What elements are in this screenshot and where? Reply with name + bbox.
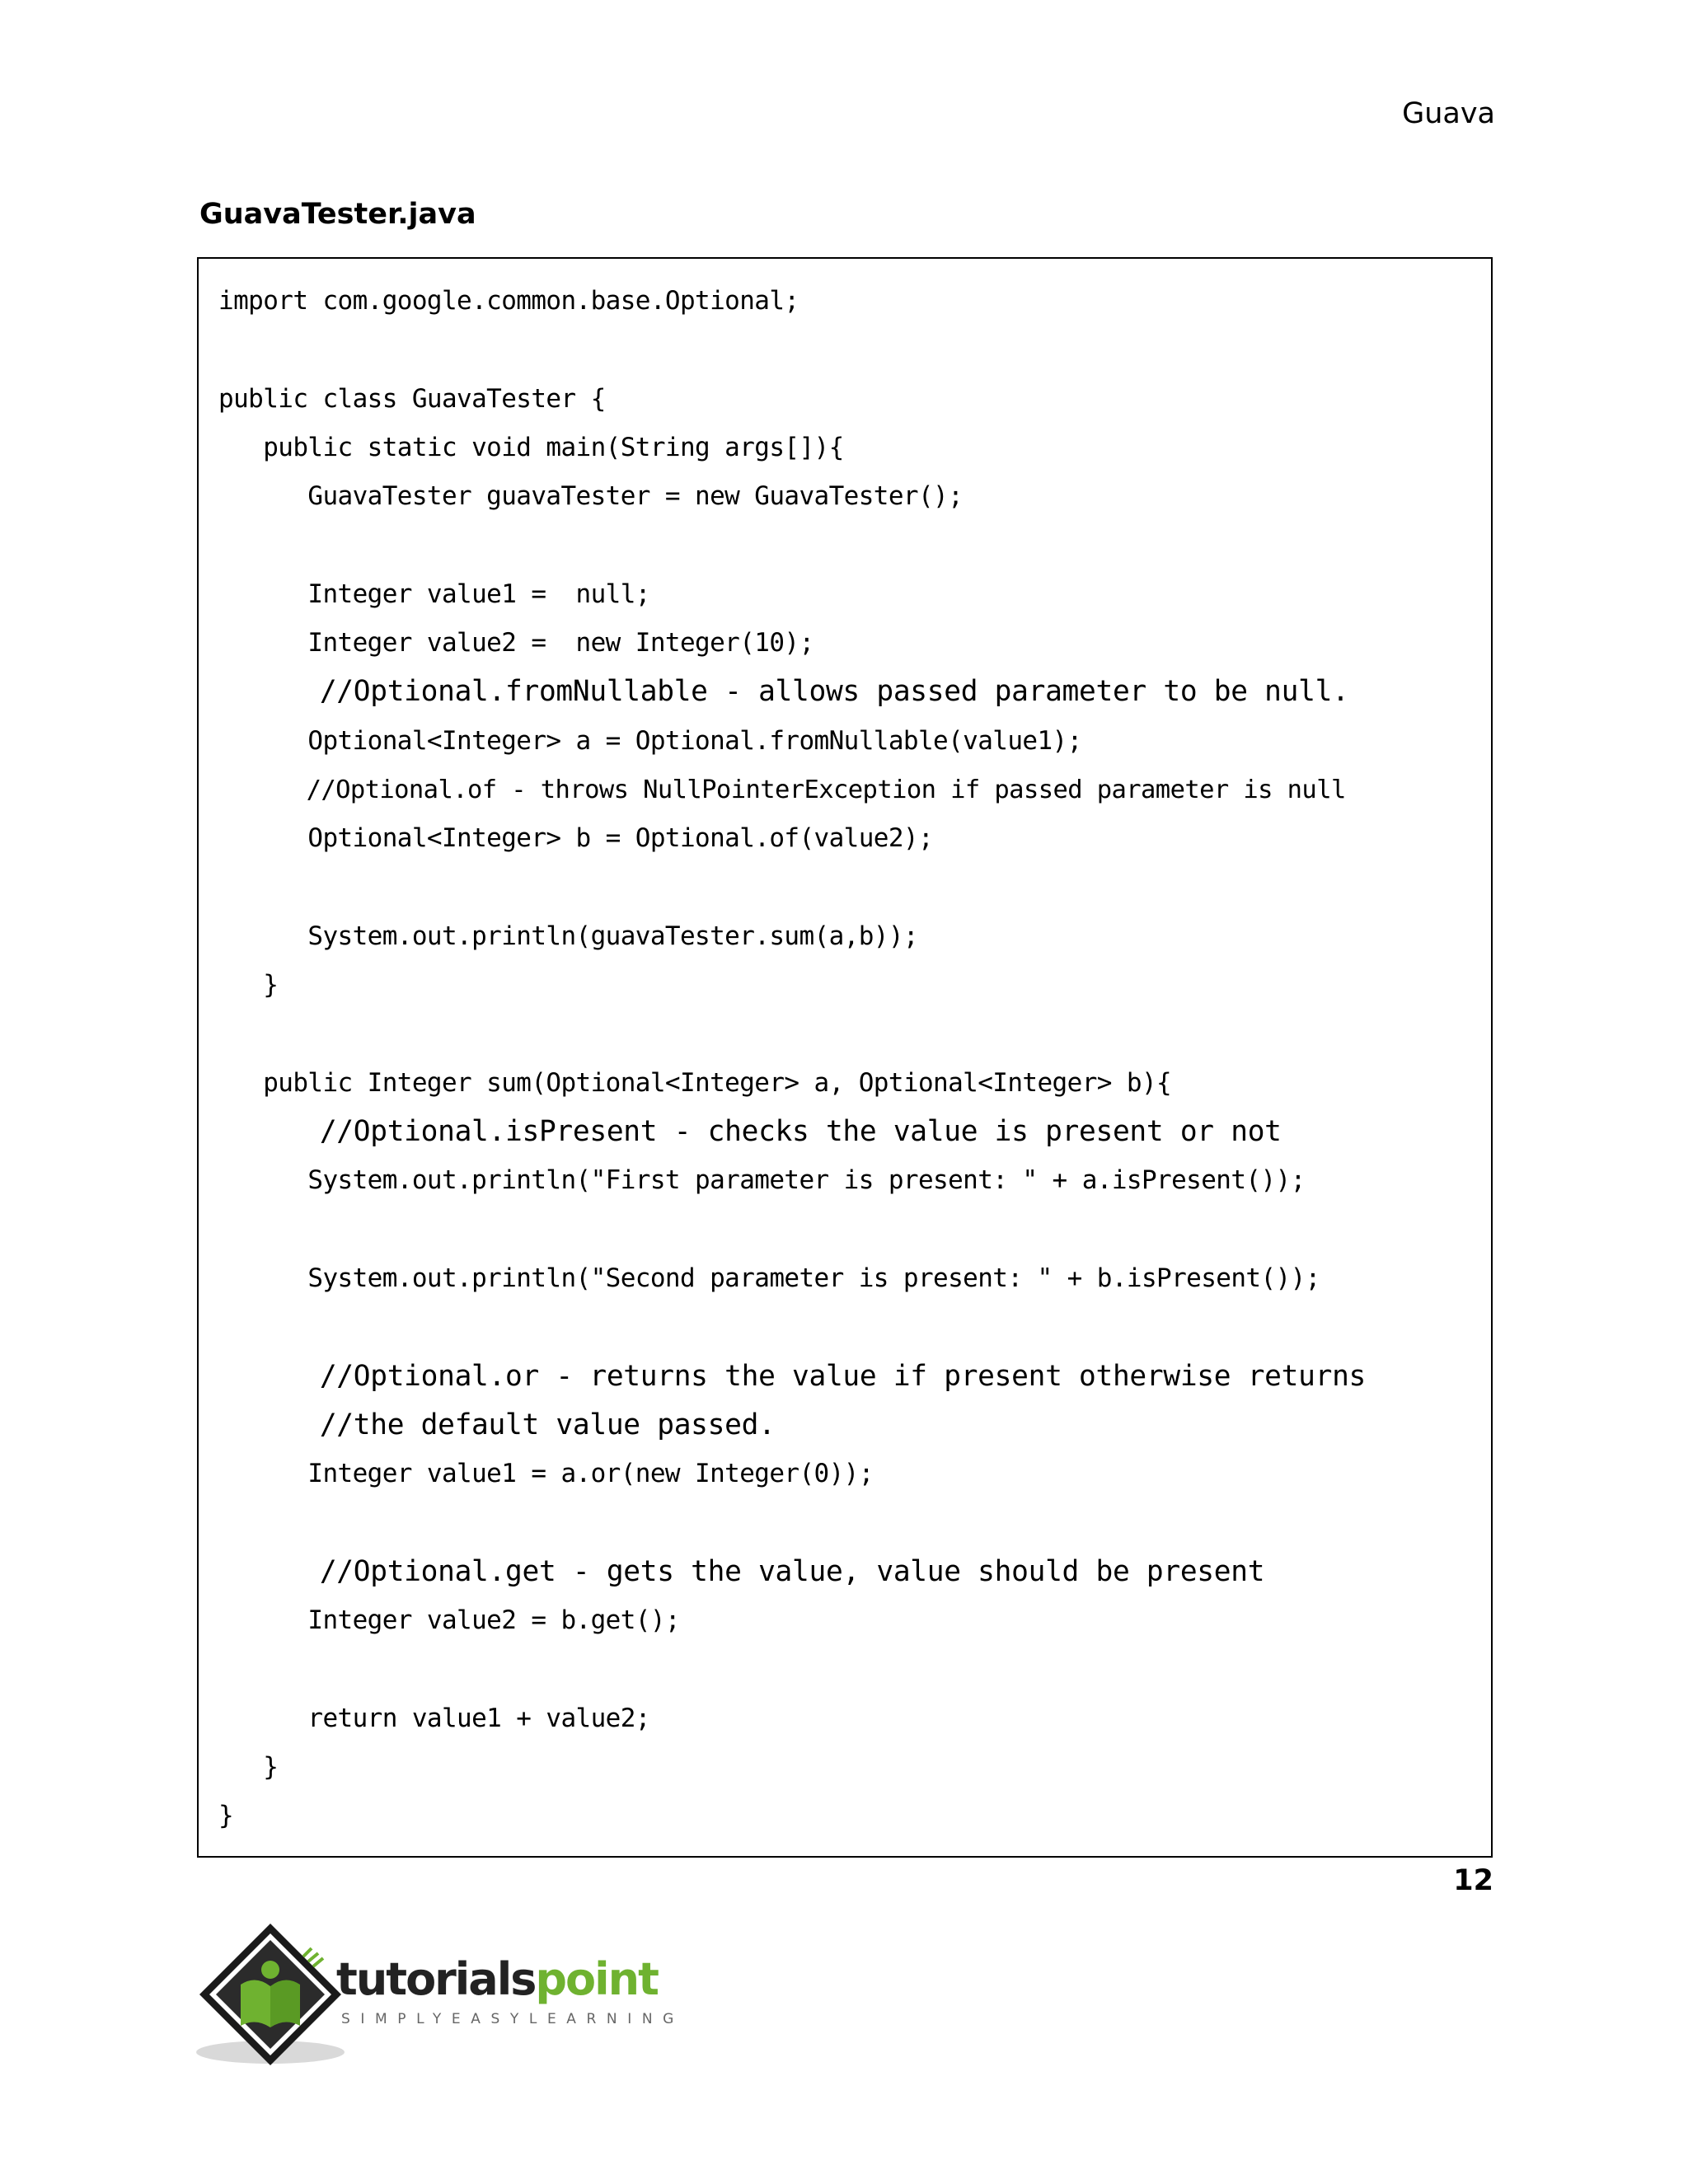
logo-word-accent: point [535, 1953, 658, 2005]
running-header-title: Guava [1402, 97, 1495, 130]
page-number: 12 [1453, 1864, 1493, 1897]
code-line [218, 1010, 1366, 1058]
code-line [218, 864, 1366, 912]
code-line: public Integer sum(Optional<Integer> a, Optional<Integer> b){ [218, 1067, 1172, 1098]
code-comment-line: //the default value passed. [218, 1408, 776, 1441]
code-line: System.out.println(guavaTester.sum(a,b)); [218, 921, 918, 951]
code-line: public static void main(String args[]){ [218, 432, 844, 462]
logo-tagline: SIMPLYEASYLEARNING [341, 2011, 684, 2027]
code-line [218, 521, 1366, 569]
code-file-title: GuavaTester.java [199, 198, 476, 231]
code-line: Optional<Integer> b = Optional.of(value2); [218, 823, 934, 854]
code-line: GuavaTester guavaTester = new GuavaTester(); [218, 481, 964, 512]
code-comment-line: //Optional.isPresent - checks the value is present or not [218, 1115, 1282, 1149]
logo-word-primary: tutorials [336, 1953, 536, 2005]
code-line: import com.google.common.base.Optional; [218, 286, 799, 316]
code-line [218, 1303, 1366, 1352]
code-line: public class GuavaTester { [218, 383, 606, 414]
logo-wordmark [336, 1955, 658, 2004]
code-line [218, 1206, 1366, 1254]
code-line: Optional<Integer> a = Optional.fromNullable(value1); [218, 725, 1082, 756]
code-line: return value1 + value2; [218, 1703, 650, 1733]
code-line: Integer value1 = a.or(new Integer(0)); [218, 1459, 874, 1489]
code-line: Integer value2 = new Integer(10); [218, 628, 814, 658]
code-line [218, 1498, 1366, 1547]
code-line: System.out.println("Second parameter is present: " + b.isPresent()); [218, 1263, 1320, 1293]
code-comment-line: //Optional.get - gets the value, value should be present [218, 1554, 1265, 1588]
code-line [218, 326, 1366, 374]
code-comment-line: //Optional.or - returns the value if present otherwise returns [218, 1359, 1367, 1393]
tutorialspoint-logo [195, 1920, 689, 2069]
code-line: } [218, 1751, 279, 1782]
code-line: Integer value2 = b.get(); [218, 1605, 680, 1636]
code-line: System.out.println("First parameter is present: " + a.isPresent()); [218, 1165, 1306, 1196]
code-lines [218, 277, 1366, 1841]
code-line: } [218, 1801, 234, 1831]
code-line [218, 1645, 1366, 1694]
code-comment-line: //Optional.of - throws NullPointerException if passed parameter is null [218, 775, 1346, 804]
code-line: Integer value1 = null; [218, 579, 650, 609]
code-comment-line: //Optional.fromNullable - allows passed parameter to be null. [218, 675, 1349, 709]
code-line: } [218, 970, 279, 1001]
code-listing-box [197, 257, 1493, 1858]
